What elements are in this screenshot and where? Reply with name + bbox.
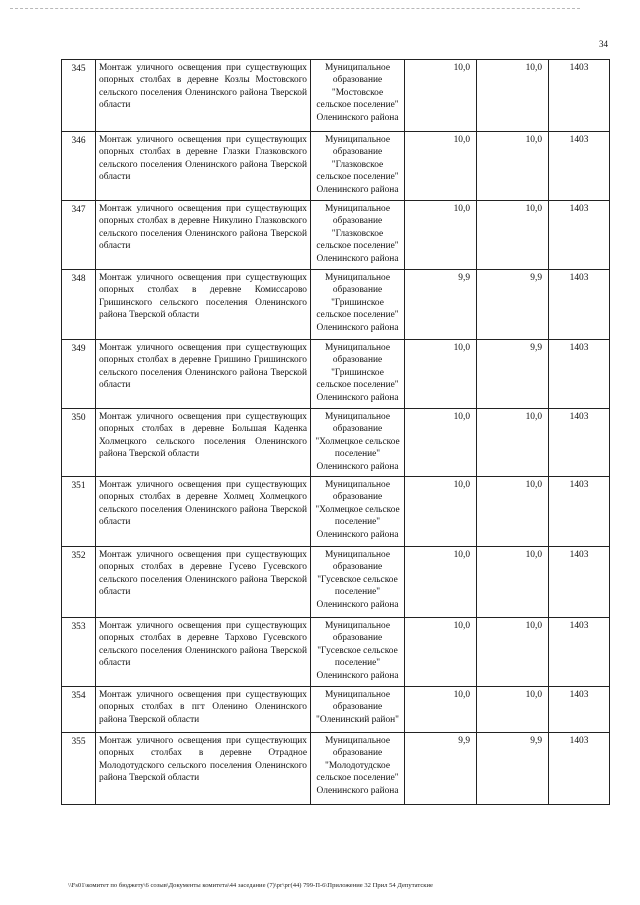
table-row [62,547,610,618]
section-code: 1403 [549,733,610,805]
work-description: Монтаж уличного освещения при существующих опорных столбах в деревне Холмец Холмецкого сельского поселения Оленинского района Тверской области [96,477,311,547]
work-description: Монтаж уличного освещения при существующих опорных столбах в пгт Оленино Оленинского района Тверской области [96,687,311,733]
table-body [62,60,610,805]
amount-second: 10,0 [477,687,549,733]
row-number: 352 [62,547,96,618]
row-number: 351 [62,477,96,547]
executor-name: Муниципальное образование "Гришинское сельское поселение" Оленинского района [311,270,405,340]
amount-first: 10,0 [405,547,477,618]
executor-name: Муниципальное образование "Холмецкое сельское поселение" Оленинского района [311,409,405,477]
section-code: 1403 [549,270,610,340]
section-code: 1403 [549,340,610,409]
table-row [62,132,610,201]
amount-second: 10,0 [477,132,549,201]
section-code: 1403 [549,477,610,547]
executor-name: Муниципальное образование "Холмецкое сельское поселение" Оленинского района [311,477,405,547]
row-number: 347 [62,201,96,270]
amount-first: 10,0 [405,409,477,477]
work-description: Монтаж уличного освещения при существующих опорных столбах в деревне Гусево Гусевского сельского поселения Оленинского района Тверской области [96,547,311,618]
amount-second: 10,0 [477,618,549,687]
page-number: 34 [599,39,608,49]
section-code: 1403 [549,201,610,270]
section-code: 1403 [549,687,610,733]
work-description: Монтаж уличного освещения при существующих опорных столбах в деревне Комиссарово Гришинского сельского поселения Оленинского района Тверской области [96,270,311,340]
amount-first: 10,0 [405,132,477,201]
table-row [62,687,610,733]
amount-second: 10,0 [477,547,549,618]
amount-first: 10,0 [405,687,477,733]
work-description: Монтаж уличного освещения при существующих опорных столбах в деревне Большая Каденка Холмецкого сельского поселения Оленинского района Тверской области [96,409,311,477]
executor-name: Муниципальное образование "Молодотудское сельское поселение" Оленинского района [311,733,405,805]
amount-second: 9,9 [477,270,549,340]
table-row [62,477,610,547]
amount-second: 9,9 [477,340,549,409]
table-row [62,270,610,340]
work-description: Монтаж уличного освещения при существующих опорных столбах в деревне Никулино Глазковского сельского поселения Оленинского района Тверской области [96,201,311,270]
row-number: 348 [62,270,96,340]
section-code: 1403 [549,618,610,687]
footer-file-path: \\Fs01\комитет по бюджету\6 созыв\Документы комитета\44 заседание (7)\рг\рг(44) 799-П-6\Приложение 32 Прил 54 Депутатские [68,882,433,889]
executor-name: Муниципальное образование "Гусевское сельское поселение" Оленинского района [311,618,405,687]
section-code: 1403 [549,60,610,132]
amount-second: 10,0 [477,477,549,547]
amount-second: 9,9 [477,733,549,805]
table-row [62,340,610,409]
amount-first: 10,0 [405,618,477,687]
row-number: 355 [62,733,96,805]
amount-first: 10,0 [405,60,477,132]
row-number: 346 [62,132,96,201]
executor-name: Муниципальное образование "Мостовское сельское поселение" Оленинского района [311,60,405,132]
row-number: 353 [62,618,96,687]
amount-first: 9,9 [405,733,477,805]
table-row [62,60,610,132]
amount-first: 10,0 [405,340,477,409]
amount-first: 10,0 [405,477,477,547]
scan-top-rule [10,8,580,9]
amount-second: 10,0 [477,60,549,132]
executor-name: Муниципальное образование "Глазковское сельское поселение" Оленинского района [311,132,405,201]
amount-second: 10,0 [477,201,549,270]
executor-name: Муниципальное образование "Гусевское сельское поселение" Оленинского района [311,547,405,618]
table-row [62,201,610,270]
section-code: 1403 [549,547,610,618]
row-number: 349 [62,340,96,409]
amount-second: 10,0 [477,409,549,477]
executor-name: Муниципальное образование "Гришинское сельское поселение" Оленинского района [311,340,405,409]
work-description: Монтаж уличного освещения при существующих опорных столбах в деревне Гришино Гришинского сельского поселения Оленинского района Тверской области [96,340,311,409]
row-number: 345 [62,60,96,132]
section-code: 1403 [549,132,610,201]
section-code: 1403 [549,409,610,477]
executor-name: Муниципальное образование "Оленинский район" [311,687,405,733]
table-row [62,733,610,805]
table-row [62,409,610,477]
row-number: 354 [62,687,96,733]
executor-name: Муниципальное образование "Глазковское сельское поселение" Оленинского района [311,201,405,270]
work-description: Монтаж уличного освещения при существующих опорных столбах в деревне Отрадное Молодотудского сельского поселения Оленинского района Тверской области [96,733,311,805]
appropriations-table [61,59,610,805]
table-row [62,618,610,687]
work-description: Монтаж уличного освещения при существующих опорных столбах в деревне Козлы Мостовского сельского поселения Оленинского района Тверской области [96,60,311,132]
work-description: Монтаж уличного освещения при существующих опорных столбах в деревне Тархово Гусевского сельского поселения Оленинского района Тверской области [96,618,311,687]
amount-first: 9,9 [405,270,477,340]
amount-first: 10,0 [405,201,477,270]
work-description: Монтаж уличного освещения при существующих опорных столбах в деревне Глазки Глазковского сельского поселения Оленинского района Тверской области [96,132,311,201]
row-number: 350 [62,409,96,477]
